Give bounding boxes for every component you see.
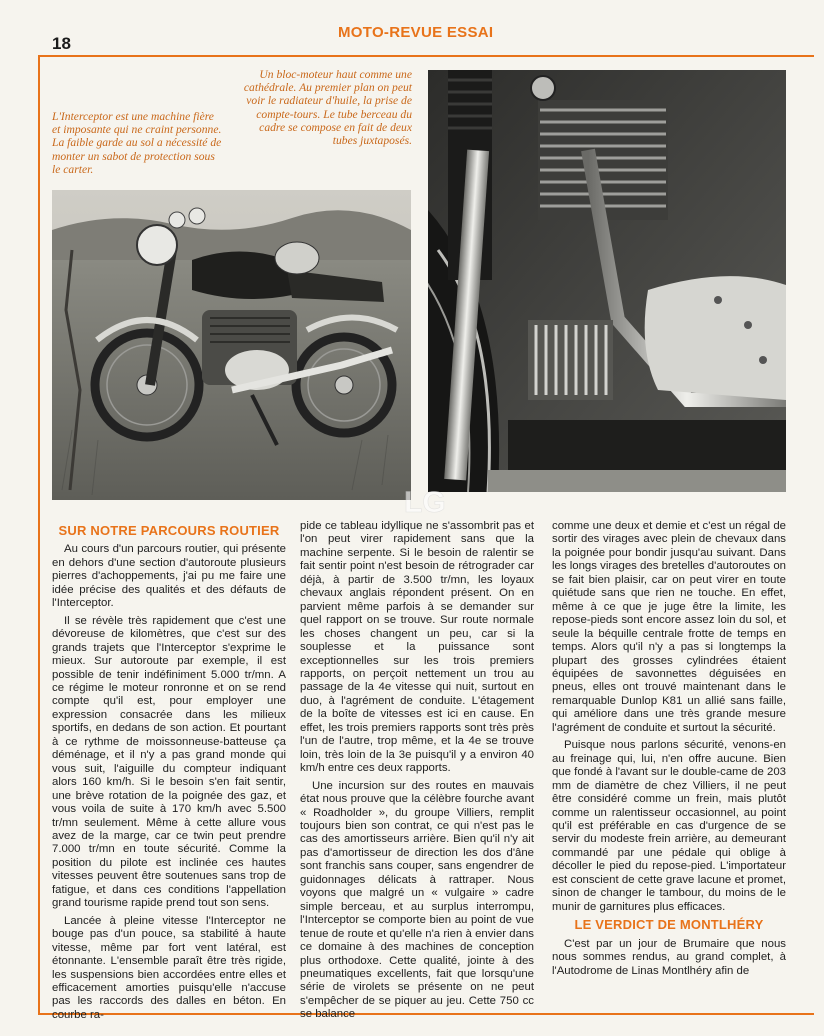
engine-closeup-photo — [428, 70, 786, 492]
article-column-2 — [300, 520, 534, 1026]
top-rule — [38, 55, 814, 57]
paragraph: C'est par un jour de Brumaire que nous nous sommes rendus, au grand complet, à l'Autodrome de Linas Montlhéry afin de — [552, 937, 786, 977]
paragraph: Puisque nous parlons sécurité, venons-en au freinage qui, lui, n'en offre aucune. Bien que fondé à l'avant sur le double-came de 203 mm de diamètre de chez Villiers, il ne peut être considéré comme un frein, mais plutôt comme un ralentisseur occasionnel, au point qu'il est préférable en cas d'urgence de se servir du modeste frein arrière, au demeurant commandé par une pédale qui oblige à décoller le pied du repose-pied. L'importateur est conscient de cette grave lacune et promet, sinon de changer le tambour, du moins de le munir de garnitures plus efficaces. — [552, 739, 786, 913]
caption-engine-photo: Un bloc-moteur haut comme une cathédrale. Au premier plan on peut voir le radiateur d'huile, la prise de compte-tours. Le tube berceau du cadre se compose en fait de deux tubes juxtaposés. — [243, 68, 412, 148]
motorcycle-photo — [52, 190, 411, 500]
paragraph: Une incursion sur des routes en mauvais état nous prouve que la célèbre fourche avant « Roadholder », du groupe Villiers, remplit toujours bien son contrat, ce qui n'est pas le cas des amortisseurs arrière. Bien qu'il n'y ait pas d'amortisseur de direction les dos d'âne sont franchis sans couper, sans engendrer de guidonnages délicats à rattraper. Nous voyons que malgré un « vulgaire » cadre simple berceau, et au surplus interrompu, l'Interceptor se comporte bien au point de vue tenue de route et qu'elle n'a rien à envier dans ce domaine à des machines de conception plus orthodoxe. Cette qualité, jointe à des pneumatiques excellents, fait que lorsqu'une série de virolets se présente on ne peut s'empêcher de se piquer au jeu. Cette 750 cc se balance — [300, 779, 534, 1021]
paragraph: pide ce tableau idyllique ne s'assombrit pas et l'on peut virer rapidement sans que la machine serpente. Si le besoin de ralentir se fait sentir point n'est besoin de rétrograder car déjà, à partir de 3.500 tr/mn, les loyaux chevaux anglais répondent présent. On en parvient même parfois à se demander sur quel rapport on se trouve. Sur route normale les choses changent un peu, car si la souplesse et la puissance sont exceptionnelles sur les trois premiers rapports, on perçoit nettement un trou au passage de la 4e vitesse qui nuit, surtout en duo, à l'agrément de conduite. L'étagement de la boîte de vitesses est ici en cause. En effet, les trois premiers rapports sont très près l'un de l'autre, trop même, et la 4e se trouve loin, très loin de la 3e puisqu'il y a environ 40 km/h entre ces deux rapports. — [300, 520, 534, 775]
section-title-verdict: LE VERDICT DE MONTLHÉRY — [574, 917, 764, 933]
page-number: 18 — [52, 34, 71, 53]
article-column-3 — [552, 520, 786, 982]
left-rule — [38, 55, 40, 1015]
article-column-1 — [52, 520, 286, 1026]
paragraph: comme une deux et demie et c'est un régal de sortir des virages avec plein de chevaux dans la poignée pour bondir jusqu'au suivant. Dans les longs virages des bretelles d'autoroutes on se fait bien plaisir, car on peut virer en toute quiétude sans que rien ne touche. En effet, même à ce que je juge être la limite, les repose-pieds sont encore assez loin du sol, et seule la béquille centrale frotte de temps en temps. Alors qu'il n'y a pas si longtemps la plupart des grosses cylindrées étaient équipées de savonnettes déguisées en pneus, elles ont trouvé maintenant dans le remarquable Dunlop K81 un allié sans faille, qui améliore dans une très grande mesure l'agrément de conduite et surtout la sécurité. — [552, 520, 786, 734]
caption-motorcycle-photo: L'Interceptor est une machine fière et imposante qui ne craint personne. La faible garde au sol a nécessité de monter un sabot de protection sous le carter. — [52, 110, 222, 176]
running-head: MOTO-REVUE ESSAI — [338, 24, 494, 41]
paragraph: Il se révèle très rapidement que c'est une dévoreuse de kilomètres, que c'est sur des grands trajets que l'Interceptor s'exprime le mieux. Sur autoroute par exemple, il est possible de tenir indéfiniment 5.000 tr/mn. A ce régime le moteur ronronne et on se rend compte qu'il est, pour employer une expression consacrée dans les milieux sportifs, en dedans de son action. Et pourtant à ce rythme de moissonneuse-batteuse ça déménage, et il n'y a pas grand monde qui vous suit, l'aiguille du compteur indiquant alors 160 km/h. Si le besoin s'en fait sentir, une brève rotation de la poignée des gaz, et vous voila de suite à 170 km/h avec 5.500 tr/mn seulement. Même à cette allure vous avez de la marge, car ce twin peut prendre 7.000 tr/mn en toute sécurité. Comme la position du pilote est inclinée ces hautes vitesses peuvent être soutenues sans trop de fatigue, et dans ces conditions l'appellation grand tourisme rapide prend tout son sens. — [52, 614, 286, 910]
section-title-road: SUR NOTRE PARCOURS ROUTIER — [58, 523, 280, 538]
paragraph: Lancée à pleine vitesse l'Interceptor ne bouge pas d'un pouce, sa stabilité à haute vitesse, même par fort vent latéral, est étonnante. L'ensemble paraît être très rigide, les suspensions bien accordées entre elles et efficacement amorties puisqu'elle n'accuse pas les raccords des dalles en béton. En courbe ra- — [52, 914, 286, 1021]
svg-text:LG: LG — [404, 486, 446, 519]
paragraph: Au cours d'un parcours routier, qui présente en dehors d'une section d'autoroute plusieurs pierres d'achoppements, j'ai pu me faire une idée précise des qualités et des défauts de l'Interceptor. — [52, 543, 286, 610]
